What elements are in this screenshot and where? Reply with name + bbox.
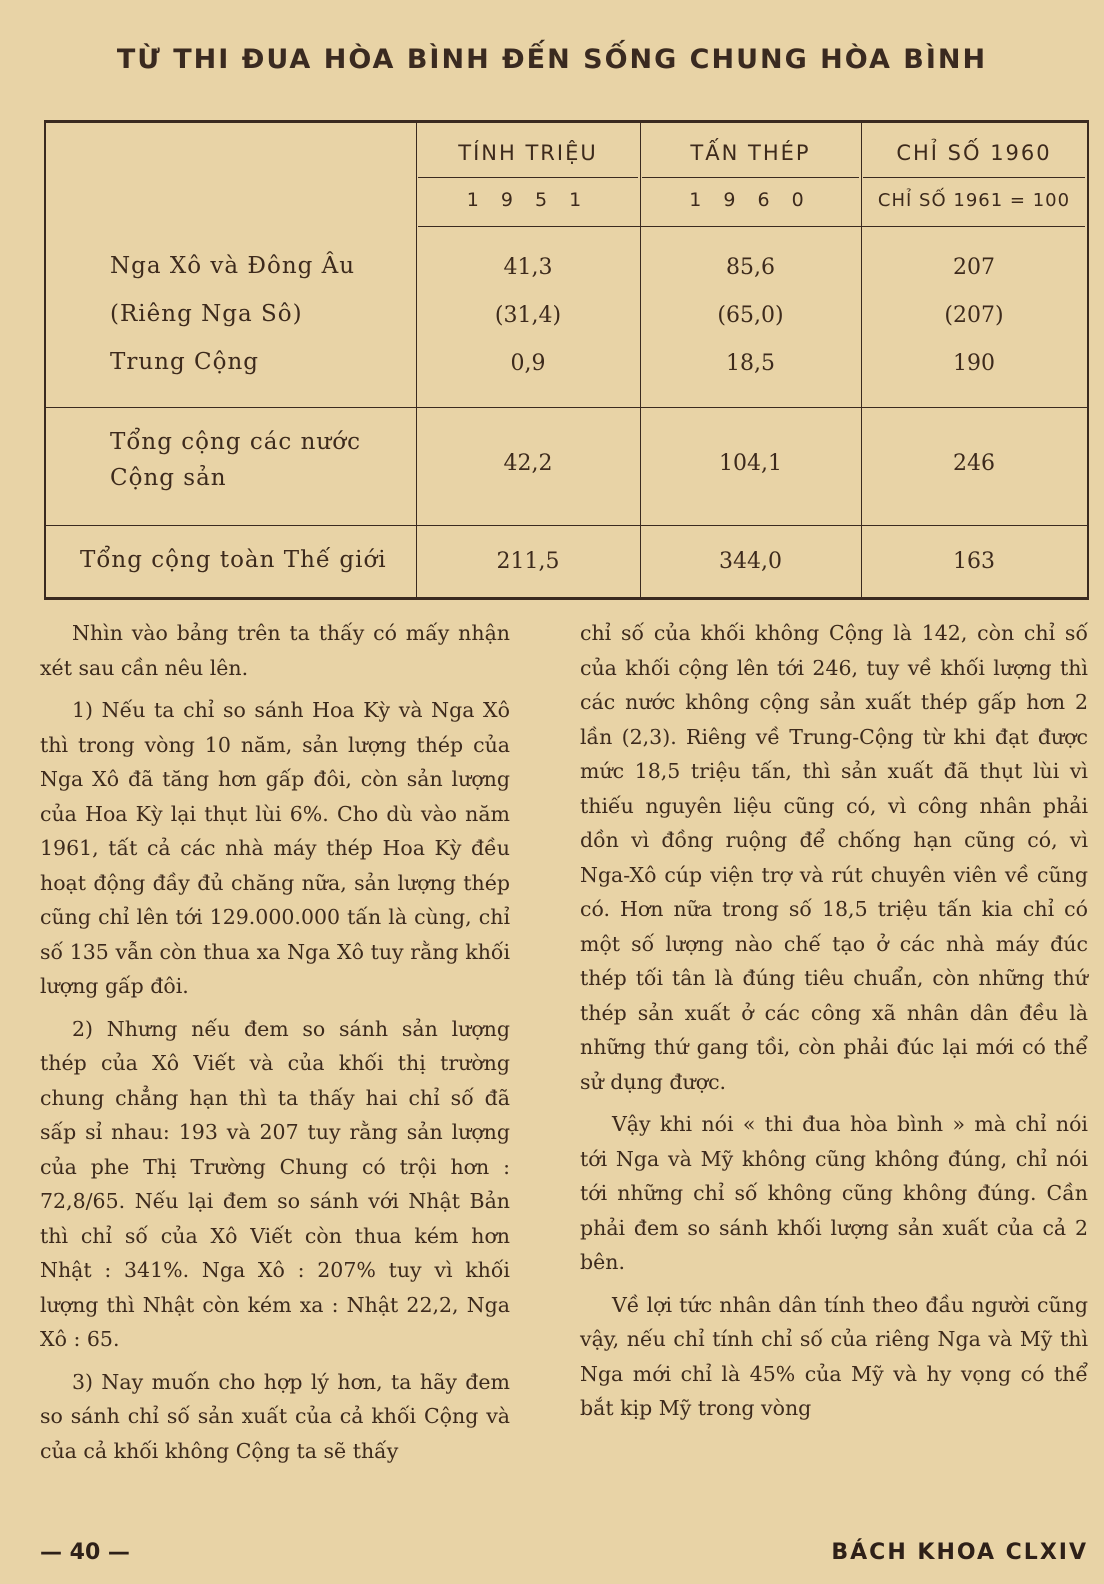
table-cell: 41,3 xyxy=(503,255,553,280)
total-label: Tổng cộng toàn Thế giới xyxy=(80,547,387,573)
table-cell: 207 xyxy=(953,255,995,280)
column-header: TẤN THÉP xyxy=(690,141,811,165)
table-cell: (31,4) xyxy=(494,303,562,328)
table-cell: 190 xyxy=(953,351,995,376)
table-cell: 246 xyxy=(953,451,995,476)
column-subheader: 1 9 5 1 xyxy=(466,189,590,211)
table-cell: 344,0 xyxy=(719,549,782,574)
page-heading: TỪ THI ĐUA HÒA BÌNH ĐẾN SỐNG CHUNG HÒA BÌNH xyxy=(116,44,988,75)
steel-production-table xyxy=(44,120,1089,600)
row-label: Nga Xô và Đông Âu xyxy=(110,253,356,279)
column-header: TÍNH TRIỆU xyxy=(458,141,598,165)
table-divider xyxy=(418,226,1085,227)
column-subheader: 1 9 6 0 xyxy=(689,189,812,211)
paragraph: chỉ số của khối không Cộng là 142, còn chỉ số của khối cộng lên tới 246, tuy về khối lượng thì các nước không cộng sản xuất thép gấp hơn 2 lần (2,3). Riêng về Trung-Cộng từ khi đạt được mức 18,5 triệu tấn, thì sản xuất đã thụt lùi vì thiếu nguyên liệu cũng có, vì công nhân phải dồn vì đồng ruộng để chống hạn cũng có, vì Nga-Xô cúp viện trợ và rút chuyên viên về cũng có. Hơn nữa trong số 18,5 triệu tấn kia chỉ có một số lượng nào chế tạo ở các nhà máy đúc thép tối tân là đúng tiêu chuẩn, còn những thứ thép sản xuất ở các công xã nhân dân đều là những thứ gang tồi, còn phải đúc lại mới có thể sử dụng được. xyxy=(580,621,1088,1094)
paragraph: 2) Nhưng nếu đem so sánh sản lượng thép của Xô Viết và của khối thị trường chung chẳng hạn thì ta thấy hai chỉ số đã sấp sỉ nhau: 193 và 207 tuy rằng sản lượng của phe Thị Trường Chung có trội hơn : 72,8/65. Nếu lại đem so sánh với Nhật Bản thì chỉ số của Xô Viết còn thua kém hơn Nhật : 341%. Nga Xô : 207% tuy vì khối lượng thì Nhật còn kém xa : Nhật 22,2, Nga Xô : 65. xyxy=(40,1016,510,1351)
table-cell: (65,0) xyxy=(717,303,784,328)
paragraph: 1) Nếu ta chỉ so sánh Hoa Kỳ và Nga Xô thì trong vòng 10 năm, sản lượng thép của Nga Xô đã tăng hơn gấp đôi, còn sản lượng của Hoa Kỳ lại thụt lùi 6%. Cho dù vào năm 1961, tất cả các nhà máy thép Hoa Kỳ đều hoạt động đầy đủ chăng nữa, sản lượng thép cũng chỉ lên tới 129.000.000 tấn là cùng, chỉ số 135 vẫn còn thua xa Nga Xô tuy rằng khối lượng gấp đôi. xyxy=(40,698,510,998)
paragraph: Nhìn vào bảng trên ta thấy có mấy nhận xét sau cần nêu lên. xyxy=(40,621,510,680)
paragraph: 3) Nay muốn cho hợp lý hơn, ta hãy đem so sánh chỉ số sản xuất của cả khối Cộng và của cả khối không Cộng ta sẽ thấy xyxy=(40,1369,510,1463)
row-label: (Riêng Nga Sô) xyxy=(110,301,303,327)
table-cell: 42,2 xyxy=(503,451,553,476)
row-label: Trung Cộng xyxy=(110,349,259,375)
table-divider xyxy=(46,407,1087,408)
page-number: — 40 — xyxy=(40,1540,130,1565)
column-subheader: CHỈ SỐ 1961 = 100 xyxy=(877,190,1071,211)
publication-name: BÁCH KHOA CLXIV xyxy=(831,1540,1088,1565)
table-cell: 104,1 xyxy=(719,451,782,476)
table-cell: 0,9 xyxy=(510,351,546,376)
table-cell: 163 xyxy=(953,549,995,574)
table-divider xyxy=(46,525,1087,526)
table-cell: 85,6 xyxy=(726,255,775,280)
subtotal-label: Tổng cộng các nước xyxy=(110,429,361,455)
left-text-column xyxy=(40,616,510,1476)
table-cell: 211,5 xyxy=(496,549,560,574)
table-divider xyxy=(418,177,638,178)
table-divider xyxy=(642,177,859,178)
table-cell: 18,5 xyxy=(726,351,775,376)
table-divider xyxy=(863,177,1085,178)
paragraph: Về lợi tức nhân dân tính theo đầu người cũng vậy, nếu chỉ tính chỉ số của riêng Nga và Mỹ thì Nga mới chỉ là 45% của Mỹ và hy vọng có thể bắt kịp Mỹ trong vòng xyxy=(580,1292,1088,1420)
right-text-column xyxy=(580,616,1088,1434)
table-cell: (207) xyxy=(944,303,1004,328)
paragraph: Vậy khi nói « thi đua hòa bình » mà chỉ nói tới Nga và Mỹ không cũng không đúng, chỉ nói tới những chỉ số không cũng không đúng. Cần phải đem so sánh khối lượng sản xuất của cả 2 bên. xyxy=(580,1112,1088,1274)
subtotal-label: Cộng sản xyxy=(110,465,227,491)
column-header: CHỈ SỐ 1960 xyxy=(896,141,1052,165)
